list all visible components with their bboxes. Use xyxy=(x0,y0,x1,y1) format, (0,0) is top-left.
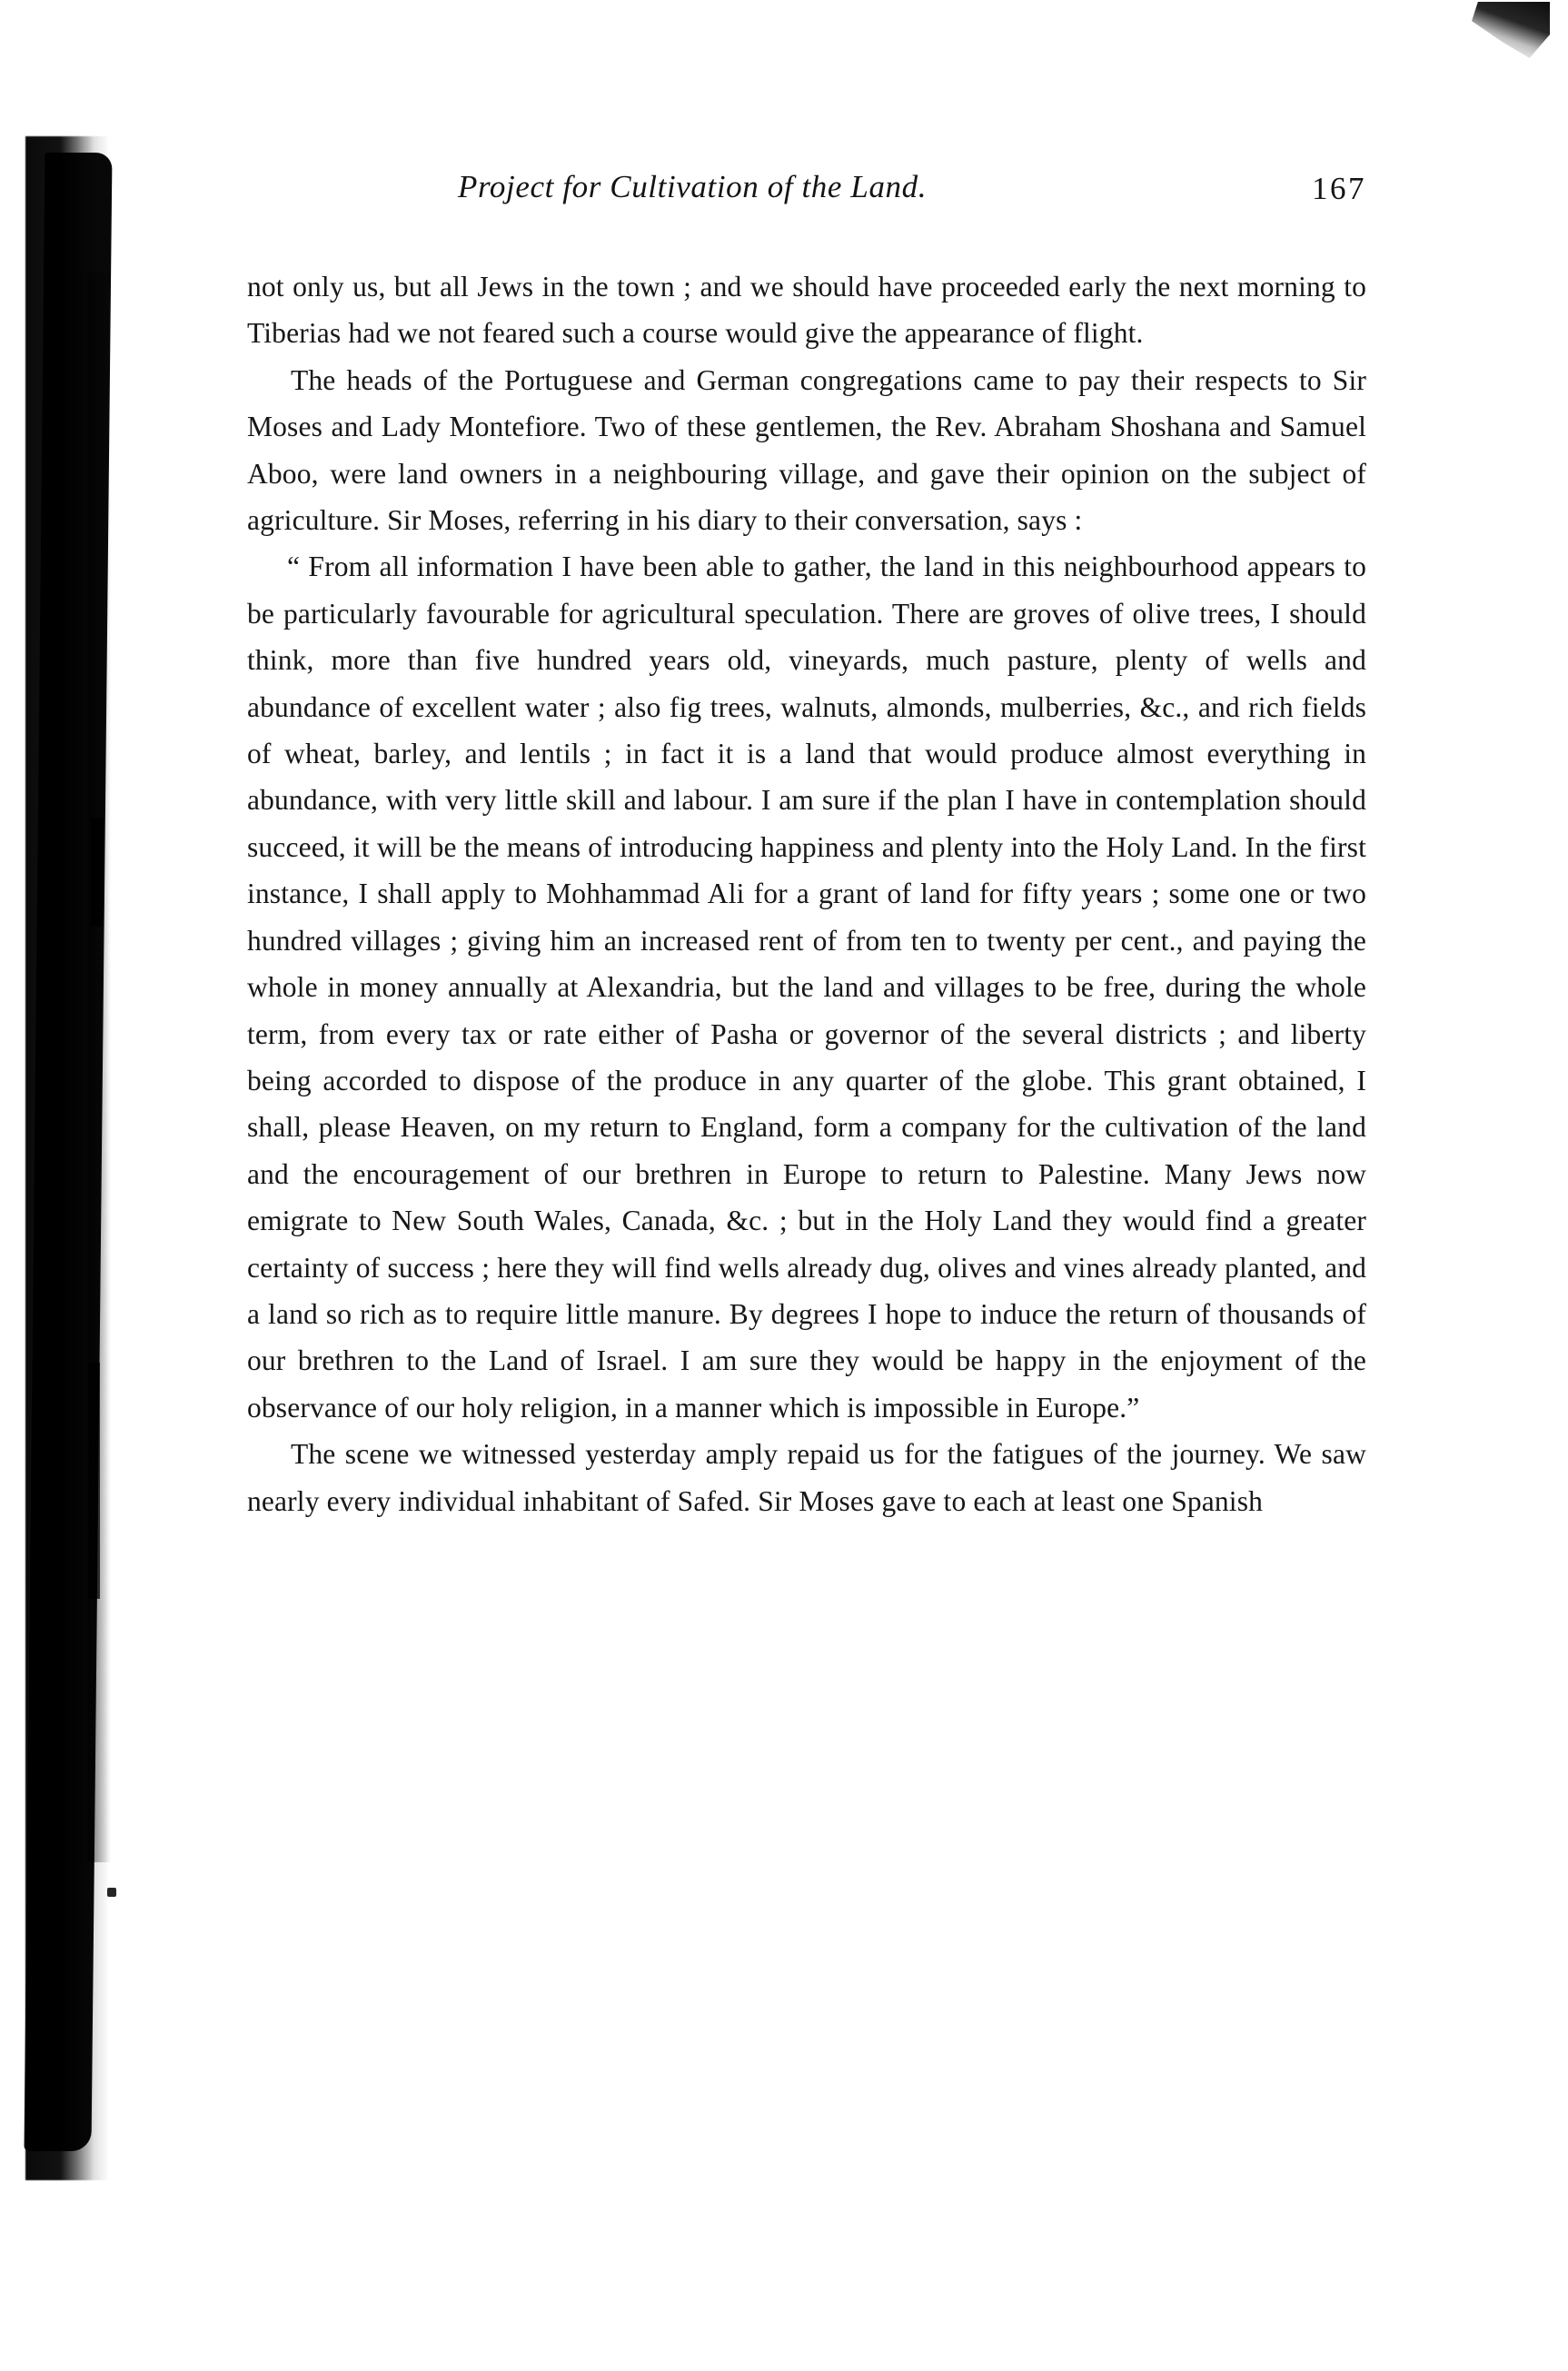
paragraph-1: not only us, but all Jews in the town ; and we should have proceeded early the next morning to Tiberias had we not feared such a course would give the appearance of flight. xyxy=(247,271,1366,350)
running-head xyxy=(247,169,1366,225)
scan-edge-artifact-upper xyxy=(91,818,104,927)
paragraph-3-quotation: “ From all information I have been able to gather, the land in this neighbourhood appears to be particularly favourable for agricultural speculation. There are groves of olive trees, I should think, more than five hundred years old, vineyards, much pasture, plenty of wells and abundance of excellent water ; also fig trees, walnuts, almonds, mulberries, &c., and rich fields of wheat, barley, and lentils ; in fact it is a land that would produce almost everything in abundance, with very little skill and labour. I am sure if the plan I have in contemplation should succeed, it will be the means of introducing happiness and plenty into the Holy Land. In the first instance, I shall apply to Mohhammad Ali for a grant of land for fifty years ; some one or two hundred villages ; giving him an increased rent of from ten to twenty per cent., and paying the whole in money annually at Alexandria, but the land and villages to be free, during the whole term, from every tax or rate either of Pasha or governor of the several districts ; and liberty being accorded to dispose of the produce in any quarter of the globe. This grant obtained, I shall, please Heaven, on my return to England, form a company for the cultivation of the land and the encouragement of our brethren in Europe to return to Palestine. Many Jews now emigrate to New South Wales, Canada, &c. ; but in the Holy Land they would find a greater certainty of success ; here they will find wells already dug, olives and vines already planted, and a land so rich as to require little manure. By degrees I hope to induce the return of thousands of our brethren to the Land of Israel. I am sure they would be happy in the enjoyment of the observance of our holy religion, in a manner which is impossible in Europe.” xyxy=(247,551,1366,1424)
page-number: 167 xyxy=(1312,171,1366,206)
paragraph-2: The heads of the Portuguese and German congregations came to pay their respects to Sir Moses and Lady Montefiore. Two of these gentlemen, the Rev. Abraham Shoshana and Samuel Aboo, were land owners in a neighbouring village, and gave their opinion on the subject of agriculture. Sir Moses, referring in his diary to their conversation, says : xyxy=(247,363,1366,537)
scan-smudge-top-right xyxy=(1472,2,1550,58)
scan-edge-artifact-lower xyxy=(89,1363,100,1599)
page-title: Project for Cultivation of the Land. xyxy=(458,169,928,204)
page-text-column xyxy=(247,169,1366,1524)
paragraph-4: The scene we witnessed yesterday amply repaid us for the fatigues of the journey. We saw nearly every individual inhabitant of Safed. Sir Moses gave to each at least one Spanish xyxy=(247,1438,1366,1517)
scan-edge-gradient xyxy=(87,273,111,1862)
scan-speck xyxy=(107,1888,116,1897)
